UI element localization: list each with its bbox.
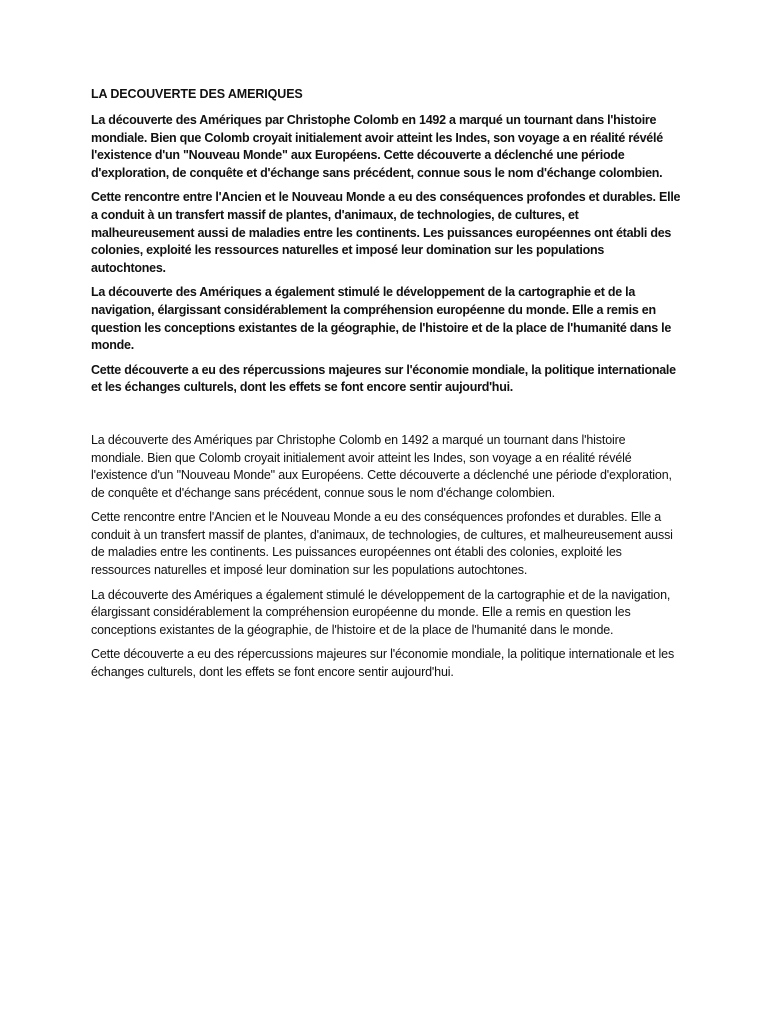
bold-section bbox=[91, 112, 681, 397]
regular-paragraph-3: La découverte des Amériques a également stimulé le développement de la cartographie et de la navigation, élargissant considérablement la compréhension européenne du monde. Elle a remis en question les conceptions existantes de la géographie, de l'histoire et de la place de l'humanité dans le monde. bbox=[91, 587, 671, 637]
bold-paragraph-4: Cette découverte a eu des répercussions majeures sur l'économie mondiale, la politique internationale et les échanges culturels, dont les effets se font encore sentir aujourd'hui. bbox=[91, 362, 676, 395]
regular-section bbox=[91, 432, 681, 682]
bold-paragraph-2: Cette rencontre entre l'Ancien et le Nouveau Monde a eu des conséquences profondes et durables. Elle a conduit à un transfert massif de plantes, d'animaux, de technologies, de cultures, et malheureusement aussi de maladies entre les continents. Les puissances européennes ont établi des colonies, exploité les ressources naturelles et imposé leur domination sur les populations autochtones. bbox=[91, 190, 681, 275]
regular-paragraph-2: Cette rencontre entre l'Ancien et le Nouveau Monde a eu des conséquences profondes et durables. Elle a conduit à un transfert massif de plantes, d'animaux, de technologies, de cultures, et malheureusement aussi de maladies entre les continents. Les puissances européennes ont établi des colonies, exploité les ressources naturelles et imposé leur domination sur les populations autochtones. bbox=[91, 510, 673, 578]
bold-paragraph-1: La découverte des Amériques par Christophe Colomb en 1492 a marqué un tournant dans l'histoire mondiale. Bien que Colomb croyait initialement avoir atteint les Indes, son voyage a en réalité révélé l'existence d'un "Nouveau Monde" aux Européens. Cette découverte a déclenché une période d'exploration, de conquête et d'échange sans précédent, connue sous le nom d'échange colombien. bbox=[91, 113, 663, 180]
regular-paragraph-4: Cette découverte a eu des répercussions majeures sur l'économie mondiale, la politique internationale et les échanges culturels, dont les effets se font encore sentir aujourd'hui. bbox=[91, 647, 675, 680]
bold-paragraph-3: La découverte des Amériques a également stimulé le développement de la cartographie et de la navigation, élargissant considérablement la compréhension européenne du monde. Elle a remis en question les conceptions existantes de la géographie, de l'histoire et de la place de l'humanité dans le monde. bbox=[91, 285, 672, 353]
regular-paragraph-1: La découverte des Amériques par Christophe Colomb en 1492 a marqué un tournant dans l'histoire mondiale. Bien que Colomb croyait initialement avoir atteint les Indes, son voyage a en réalité révélé l'existence d'un "Nouveau Monde" aux Européens. Cette découverte a déclenché une période d'exploration, de conquête et d'échange sans précédent, connue sous le nom d'échange colombien. bbox=[91, 432, 672, 500]
document-page bbox=[91, 86, 681, 689]
document-title: LA DECOUVERTE DES AMERIQUES bbox=[91, 87, 303, 101]
